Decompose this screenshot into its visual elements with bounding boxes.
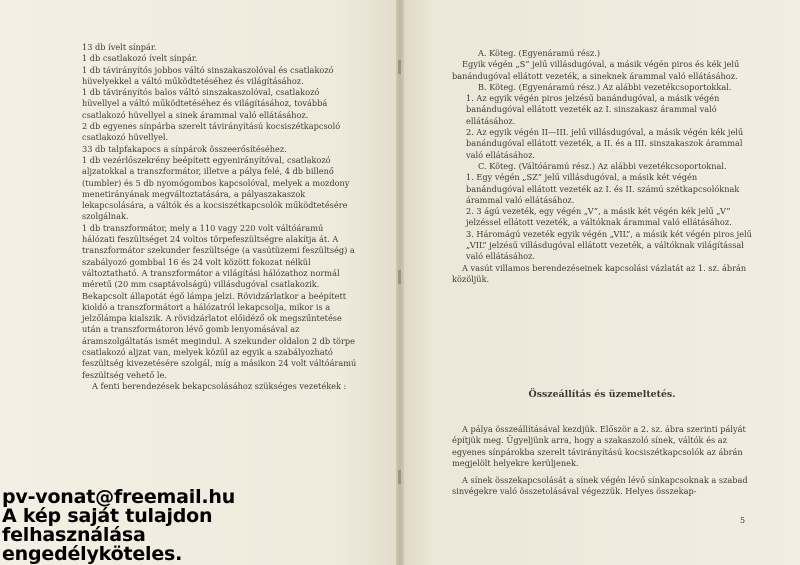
list-item: 1 db transzformátor, mely a 110 vagy 220 volt váltóáramú hálózati feszültséget 24 voltos törpefeszültségre alakítja át. A transzformátor szekunder feszültsége (a vasútüzemi feszültség) a szabályozó gombbal 16 és 24 volt között fokozat nélkül változtatható. A transzformátor a világítási hálózathoz normál méretű (20 mm csaptávolságú) villásdugóval csatlakozik. Bekapcsolt állapotát égő lámpa jelzi. Rövidzárlatkor a beépített kioldó a transzformátort a hálózatról lekapcsolja, mikor is a jelzőlámpa kialszik. A rövidzárlatot előidéző ok megszűntetése után a transzformátoron lévő gomb lenyomásával az áramszolgáltatás ismét megindul. A szekunder oldalon 2 db törpe csatlakozó aljzat van, melyek közül az egyik a szabályozható feszültség kivezetésére szolgál, míg a másikon 24 volt váltóáramú feszültség vehető le. — [82, 222, 357, 380]
watermark-email: pv-vonat@freemail.hu — [2, 486, 236, 508]
list-item: 2 db egyenes sínpárba szerelt távirányítású kocsiszétkapcsoló csatlakozó hüvellyel. — [82, 121, 341, 143]
list-item: 1 db vezérlőszekrény beépített egyenirányítóval, csatlakozó aljzatokkal a transzformátor, illetve a pálya felé, 4 db billenő (tumbler) és 5 db nyomógombos kapcsolóval, melyek a mozdony menetirányának megváltoztatására, a pályaszakaszok lekapcsolására, a váltók és a kocsiszétkapcsolók működtetésére szolgálnak. — [82, 154, 350, 222]
sub-item: 1. Az egyik végén piros jelzésű banándugóval, a másik végén banándugóval ellátott vezeték az I. sinszakasz árammal való ellátásához. — [466, 93, 720, 126]
bundle-heading: C. Köteg. (Váltóáramú rész.) Az alábbi vezetékcsoportoknal. — [478, 160, 727, 171]
list-item: 1 db távirányítós jobbos váltó sinszakaszolóval és csatlakozó hüvelyekkel a váltó működtetéséhez és világításához. — [82, 64, 334, 86]
list-item: 1 db távirányítós balos váltó sinszakaszolóval, csatlakozó hüvellyel a váltó működtetéséhez és világításához, továbbá csatlakozó hüvellyel a sinek árammal való ellátásához. — [82, 87, 328, 120]
left-page-text — [82, 42, 358, 392]
page-number: 5 — [740, 516, 746, 525]
paragraph: A sínek összekapcsolását a sínek végén lévő sínkapcsoknak a szabad sinvégekre való összetolásával végezzük. Helyes összekap- — [452, 475, 748, 497]
watermark-line: felhasználása — [2, 524, 146, 546]
watermark-line: A kép saját tulajdon — [2, 505, 213, 527]
binding-stitch — [398, 60, 401, 74]
sub-item: 2. 3 ágú vezeték, egy végén „V”, a másik két végén kék jelű „V” jelzéssel ellátott vezeték, a váltóknak árammal való ellátásához. — [466, 206, 732, 228]
binding-stitch — [398, 270, 401, 284]
list-item: 1 db csatlakozó ívelt sínpár. — [82, 53, 198, 64]
sub-item: 3. Háromágú vezeték egyik végén „VIL”, a másik két végén piros jelű „VIL” jelzésű villásdugóval ellátott vezeték, a váltóknak világítással való ellátásához. — [466, 228, 752, 262]
right-page-text — [452, 48, 754, 285]
paragraph: Egyik végén „S” jelű villásdugóval, a másik végén piros és kék jelű banándugóval ellátott vezeték, a sineknek árammal való ellátásához. — [452, 59, 740, 81]
paragraph: A vasút villamos berendezéseinek kapcsolási vázlatát az 1. sz. ábrán közöljük. — [452, 262, 747, 284]
watermark-overlay — [2, 488, 235, 564]
watermark-line: engedélyköteles. — [2, 543, 183, 565]
sub-item: 2. Az egyik végén II—III. jelű villásdugóval, a másik végén kék jelű banándugóval ellátott vezeték, a II. és a III. sinszakaszok árammal való ellátásához. — [466, 127, 744, 160]
binding-stitch — [398, 470, 401, 484]
bundle-heading: B. Köteg. (Egyenáramú rész.) Az alábbi vezetékcsoportokkal. — [478, 81, 732, 92]
list-item: 33 db talpfakapocs a sínpárok összeerősítéséhez. — [82, 143, 287, 154]
list-item: 13 db ívelt sínpár. — [82, 42, 157, 52]
paragraph: A pálya összeállításával kezdjük. Először a 2. sz. ábra szerinti pályát építjük meg. Ügyeljünk arra, hogy a szakaszoló sínek, váltók és az egyenes sínpárokba szerelt távirányítású kocsiszétkapcsolók az ábrán megjelölt helyekre kerüljenek. — [452, 424, 746, 468]
closing-line: A fenti berendezések bekapcsolásához szükséges vezetékek : — [92, 380, 347, 391]
section-body — [452, 424, 754, 498]
sub-item: 1. Egy végén „SZ” jelű villásdugóval, a másik két végén banándugóval ellátott vezeték az I. és II. számú szétkapcsolóknak árammal való ellátásához. — [466, 172, 740, 205]
bundle-heading: A. Köteg. (Egyenáramú rész.) — [478, 48, 601, 58]
section-title: Összeállítás és üzemeltetés. — [528, 389, 676, 400]
